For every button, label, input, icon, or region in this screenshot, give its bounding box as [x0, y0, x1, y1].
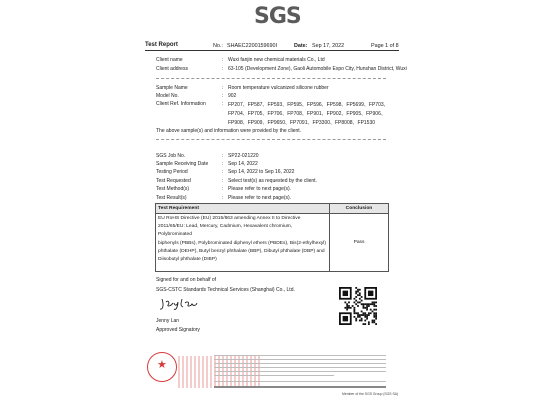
colon: : — [222, 57, 224, 63]
requirement-line: phthalate (DEHP), Butyl benzyl phthalate (BBP), Dibutyl phthalate (DBP) and — [158, 248, 325, 254]
requirement-line: biphenyls (PBBs), Polybrominated diphenyl ethers (PBDEs), Bis(2-ethylhexyl) — [158, 240, 326, 246]
receiving-date-label: Sample Receiving Date — [156, 161, 209, 167]
star-icon: ★ — [157, 359, 167, 371]
job-no-label: SGS Job No. — [156, 153, 186, 159]
fine-print-line — [214, 371, 386, 372]
fine-print-line — [214, 363, 386, 364]
client-address-label: Client address — [156, 66, 188, 72]
requirement-line: 2011/65/EU: Lead, Mercury, Cadmium, Hexavalent chromium, Polybrominated — [158, 224, 293, 238]
sample-note: The above sample(s) and information were provided by the client. — [156, 128, 302, 134]
client-ref-line: FP908、FP909、FP9650、FP7091、FP3300、FP8008、FP1530 — [228, 120, 376, 126]
testing-period-value: Sep 14, 2022 to Sep 16, 2022 — [228, 169, 295, 175]
table-header-row — [156, 204, 389, 214]
fine-print-line — [214, 355, 386, 356]
report-no-label: No.: — [213, 43, 223, 49]
sgs-logo: SGS — [254, 4, 301, 29]
colon: : — [222, 85, 224, 91]
colon: : — [222, 66, 224, 72]
client-ref-line: FP207、FP587、FP593、FP595、FP596、FP598、FP5699、FP703、 — [228, 102, 389, 108]
test-result-value: Please refer to next page(s). — [228, 195, 292, 201]
colon: : — [222, 178, 224, 184]
colon: : — [222, 169, 224, 175]
page-number: Page 1 of 8 — [371, 43, 399, 49]
table-row — [156, 214, 389, 272]
report-date-label: Date: — [294, 43, 308, 49]
requirement-line: Diisobutyl phthalate (DIBP) — [158, 257, 217, 263]
colon: : — [222, 186, 224, 192]
signer-title: Approved Signatory — [156, 327, 200, 333]
sample-name-value: Room temperature vulcanized silicone rubber — [228, 85, 329, 91]
section-divider — [156, 139, 386, 140]
column-header-requirement: Test Requirement — [156, 204, 330, 214]
report-date-value: Sep 17, 2022 — [312, 43, 345, 49]
model-no-label: Model No. — [156, 93, 179, 99]
test-requested-value: Select test(s) as requested by the client. — [228, 178, 317, 184]
colon: : — [222, 93, 224, 99]
sample-name-label: Sample Name — [156, 85, 188, 91]
signing-company: SGS-CSTC Standards Technical Services (Shanghai) Co., Ltd. — [156, 287, 295, 293]
test-result-label: Test Result(s) — [156, 195, 187, 201]
member-line: Member of the SGS Group (SGS SA) — [342, 392, 399, 396]
test-method-label: Test Method(s) — [156, 186, 190, 192]
colon: : — [222, 195, 224, 201]
section-divider — [156, 78, 386, 79]
signer-name: Jenny Lan — [156, 318, 180, 324]
requirement-cell — [156, 214, 330, 272]
requirement-line: EU RoHS Directive (EU) 2015/863 amending Annex II to Directive — [158, 216, 301, 221]
model-no-value: 902 — [228, 93, 237, 99]
conclusion-cell: Pass — [330, 214, 389, 272]
handwritten-signature — [158, 296, 204, 312]
test-requested-label: Test Requested — [156, 178, 191, 184]
testing-period-label: Testing Period — [156, 169, 188, 175]
fine-print-line — [214, 359, 386, 360]
fine-print-line — [214, 381, 386, 382]
client-address-value: 63-105 (Development Zone), Gaoli Automobile Expo City, Hunshan District, Wuxi — [228, 66, 407, 72]
footer-bar — [214, 386, 386, 388]
test-method-value: Please refer to next page(s). — [228, 186, 292, 192]
signed-on-behalf: Signed for and on behalf of — [156, 277, 217, 283]
client-name-label: Client name — [156, 57, 183, 63]
colon: : — [222, 101, 224, 107]
client-ref-label: Client Ref. Information — [156, 101, 206, 107]
report-no-value: SHAEC2200159690I — [227, 43, 278, 49]
colon: : — [222, 153, 224, 159]
report-title: Test Report — [145, 42, 178, 48]
fine-print-line — [214, 375, 334, 376]
job-no-value: SP22-021220 — [228, 153, 259, 159]
client-name-value: Wuxi fanjin new chemical materials Co., Ltd — [228, 57, 325, 63]
header-rule — [145, 50, 399, 51]
receiving-date-value: Sep 14, 2022 — [228, 161, 258, 167]
test-requirement-table — [155, 203, 389, 272]
qr-code-icon — [339, 287, 377, 325]
colon: : — [222, 161, 224, 167]
client-ref-line: FP704、FP705、FP706、FP708、FP901、FP902、FP905、FP906、 — [228, 111, 386, 117]
column-header-conclusion: Conclusion — [330, 204, 389, 214]
fine-print-line — [214, 367, 386, 368]
